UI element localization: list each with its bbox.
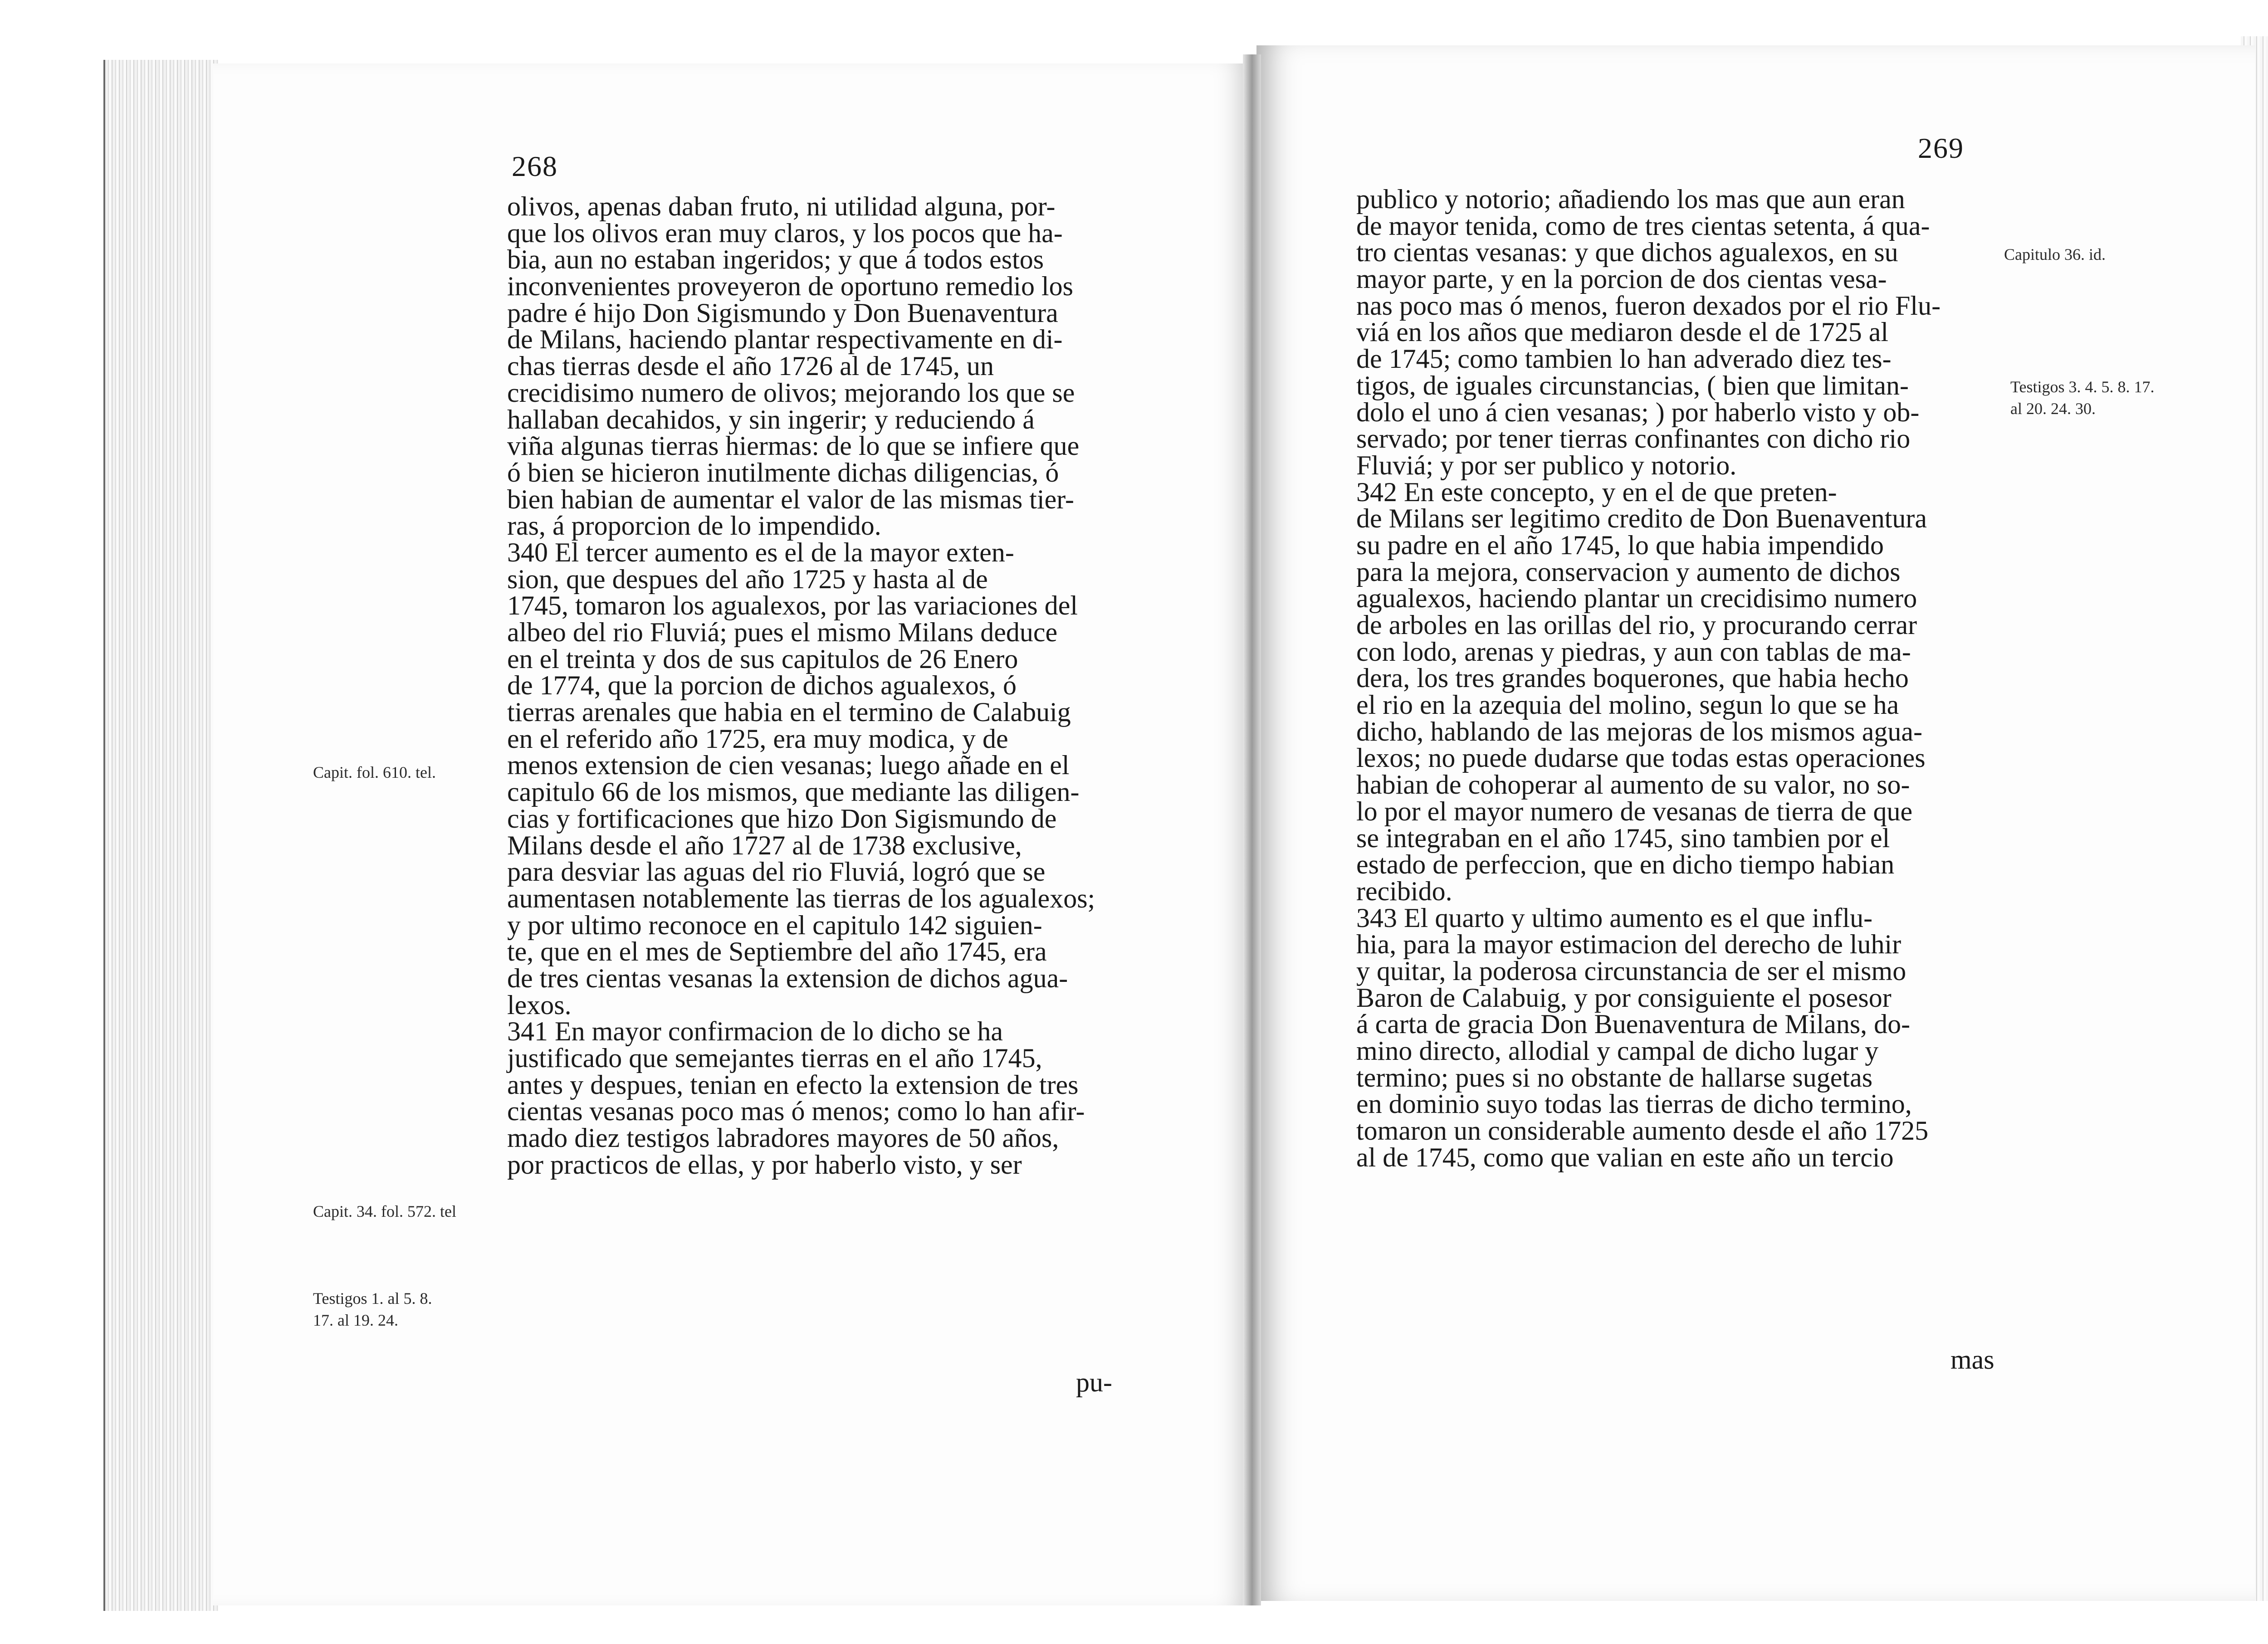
text-line: 340 El tercer aumento es el de la mayor exten- (507, 537, 1014, 567)
text-line: bia, aun no estaban ingeridos; y que á todos estos (507, 244, 1044, 275)
margin-note-testigos-line-1: Testigos 1. al 5. 8. (313, 1289, 432, 1307)
text-line: termino; pues si no obstante de hallarse sugetas (1356, 1062, 1873, 1093)
text-line: servado; por tener tierras confinantes con dicho rio (1356, 424, 1911, 454)
text-line: de tres cientas vesanas la extension de dichos agua- (507, 963, 1068, 993)
margin-note-right-testigos-line-1: Testigos 3. 4. 5. 8. 17. (2010, 378, 2155, 396)
text-line: inconvenientes proveyeron de oportuno remedio los (507, 271, 1073, 302)
text-line: de 1745; como tambien lo han adverado diez tes- (1356, 344, 1892, 374)
text-line: albeo del rio Fluviá; pues el mismo Milans deduce (507, 617, 1058, 647)
text-line: tigos, de iguales circunstancias, ( bien que limitan- (1356, 370, 1909, 400)
text-line: habian de cohoperar al aumento de su valor, no so- (1356, 770, 1910, 800)
margin-note-capit-610: Capit. fol. 610. tel. (313, 763, 436, 781)
text-line: tomaron un considerable aumento desde el año 1725 (1356, 1116, 1929, 1146)
text-line: estado de perfeccion, que en dicho tiempo habian (1356, 849, 1895, 880)
text-line: en el treinta y dos de sus capitulos de 26 Enero (507, 644, 1018, 674)
text-line: que los olivos eran muy claros, y los pocos que ha- (507, 218, 1063, 248)
text-line: con lodo, arenas y piedras, y aun con tablas de ma- (1356, 636, 1911, 667)
text-line: Baron de Calabuig, y por consiguiente el posesor (1356, 982, 1892, 1013)
text-line: aumentasen notablemente las tierras de los agualexos; (507, 883, 1095, 913)
text-line: á carta de gracia Don Buenaventura de Milans, do- (1356, 1009, 1911, 1039)
text-line: chas tierras desde el año 1726 al de 1745, un (507, 351, 994, 381)
text-line: el rio en la azequia del molino, segun lo que se ha (1356, 690, 1899, 720)
text-line: hia, para la mayor estimacion del derecho de luhir (1356, 929, 1901, 960)
text-line: olivos, apenas daban fruto, ni utilidad alguna, por- (507, 191, 1056, 221)
left-page-catchword: pu- (1076, 1367, 1112, 1397)
text-line: dera, los tres grandes boquerones, que habia hecho (1356, 663, 1909, 693)
book-gutter (1243, 54, 1261, 1605)
text-line: mayor parte, y en la porcion de dos cientas vesa- (1356, 264, 1887, 294)
text-line: 343 El quarto y ultimo aumento es el que influ- (1356, 902, 1873, 933)
text-line: de mayor tenida, como de tres cientas setenta, á qua- (1356, 210, 1930, 241)
book-page-edges-left (103, 60, 219, 1611)
text-line: dicho, hablando de las mejoras de los mismos agua- (1356, 716, 1923, 746)
text-line: bien habian de aumentar el valor de las mismas tier- (507, 484, 1075, 514)
margin-note-right-testigos-line-2: al 20. 24. 30. (2010, 400, 2096, 418)
text-line: para desviar las aguas del rio Fluviá, logró que se (507, 857, 1046, 887)
text-line: 1745, tomaron los agualexos, por las variaciones del (507, 590, 1078, 621)
margin-note-capitulo-36: Capitulo 36. id. (2004, 245, 2106, 263)
text-line: al de 1745, como que valian en este año un tercio (1356, 1142, 1894, 1172)
text-line: lo por el mayor numero de vesanas de tierra de que (1356, 796, 1913, 826)
text-line: de Milans ser legitimo credito de Don Buenaventura (1356, 503, 1927, 534)
text-line: de 1774, que la porcion de dichos agualexos, ó (507, 670, 1017, 701)
text-line: de arboles en las orillas del rio, y procurando cerrar (1356, 610, 1917, 640)
text-line: recibido. (1356, 876, 1452, 906)
text-line: agualexos, haciendo plantar un crecidisimo numero (1356, 583, 1917, 614)
text-line: mado diez testigos labradores mayores de 50 años, (507, 1123, 1059, 1153)
text-line: Fluviá; y por ser publico y notorio. (1356, 450, 1737, 480)
text-line: tro cientas vesanas: y que dichos agualexos, en su (1356, 237, 1898, 268)
left-page-body (507, 193, 1147, 1178)
text-line: crecidisimo numero de olivos; mejorando los que se (507, 377, 1075, 408)
text-line: Milans desde el año 1727 al de 1738 exclusive, (507, 830, 1022, 860)
margin-note-testigos-line-2: 17. al 19. 24. (313, 1311, 398, 1329)
text-line: padre é hijo Don Sigismundo y Don Buenaventura (507, 298, 1058, 328)
text-line: su padre en el año 1745, lo que habia impendido (1356, 530, 1884, 560)
right-page-number: 269 (1918, 132, 1964, 164)
text-line: para la mejora, conservacion y aumento de dichos (1356, 556, 1901, 587)
text-line: lexos; no puede dudarse que todas estas operaciones (1356, 743, 1926, 773)
text-line: ó bien se hicieron inutilmente dichas diligencias, ó (507, 457, 1059, 488)
text-line: menos extension de cien vesanas; luego añade en el (507, 750, 1070, 781)
text-line: y por ultimo reconoce en el capitulo 142 siguien- (507, 910, 1042, 940)
text-line: publico y notorio; añadiendo los mas que aun eran (1356, 184, 1905, 214)
text-line: nas poco mas ó menos, fueron dexados por el rio Flu- (1356, 290, 1941, 321)
text-line: lexos. (507, 990, 572, 1020)
text-line: 341 En mayor confirmacion de lo dicho se ha (507, 1016, 1003, 1047)
right-page-catchword: mas (1950, 1345, 1994, 1375)
text-line: 342 En este concepto, y en el de que preten- (1356, 477, 1837, 507)
text-line: te, que en el mes de Septiembre del año 1745, era (507, 937, 1047, 967)
text-line: en el referido año 1725, era muy modica, y de (507, 723, 1008, 754)
text-line: cientas vesanas poco mas ó menos; como lo han afir- (507, 1096, 1085, 1127)
text-line: sion, que despues del año 1725 y hasta al de (507, 564, 988, 594)
text-line: mino directo, allodial y campal de dicho lugar y (1356, 1036, 1879, 1066)
text-line: viá en los años que mediaron desde el de 1725 al (1356, 317, 1888, 347)
right-page-body (1356, 186, 1994, 1171)
margin-note-capit-34: Capit. 34. fol. 572. tel (313, 1202, 456, 1220)
text-line: justificado que semejantes tierras en el año 1745, (507, 1043, 1042, 1073)
text-line: por practicos de ellas, y por haberlo visto, y ser (507, 1149, 1022, 1180)
text-line: dolo el uno á cien vesanas; ) por haberlo visto y ob- (1356, 397, 1920, 427)
left-page-number: 268 (512, 150, 558, 182)
text-line: capitulo 66 de los mismos, que mediante las diligen- (507, 777, 1080, 807)
text-line: en dominio suyo todas las tierras de dicho termino, (1356, 1089, 1912, 1119)
text-line: se integraban en el año 1745, sino tambien por el (1356, 823, 1890, 853)
text-line: viña algunas tierras hiermas: de lo que se infiere que (507, 431, 1080, 461)
text-line: cias y fortificaciones que hizo Don Sigismundo de (507, 803, 1057, 834)
text-line: antes y despues, tenian en efecto la extension de tres (507, 1069, 1079, 1100)
text-line: hallaban decahidos, y sin ingerir; y reduciendo á (507, 404, 1035, 434)
text-line: tierras arenales que habia en el termino de Calabuig (507, 697, 1071, 727)
text-line: de Milans, haciendo plantar respectivamente en di- (507, 324, 1063, 355)
text-line: y quitar, la poderosa circunstancia de ser el mismo (1356, 956, 1906, 986)
text-line: ras, á proporcion de lo impendido. (507, 511, 881, 541)
